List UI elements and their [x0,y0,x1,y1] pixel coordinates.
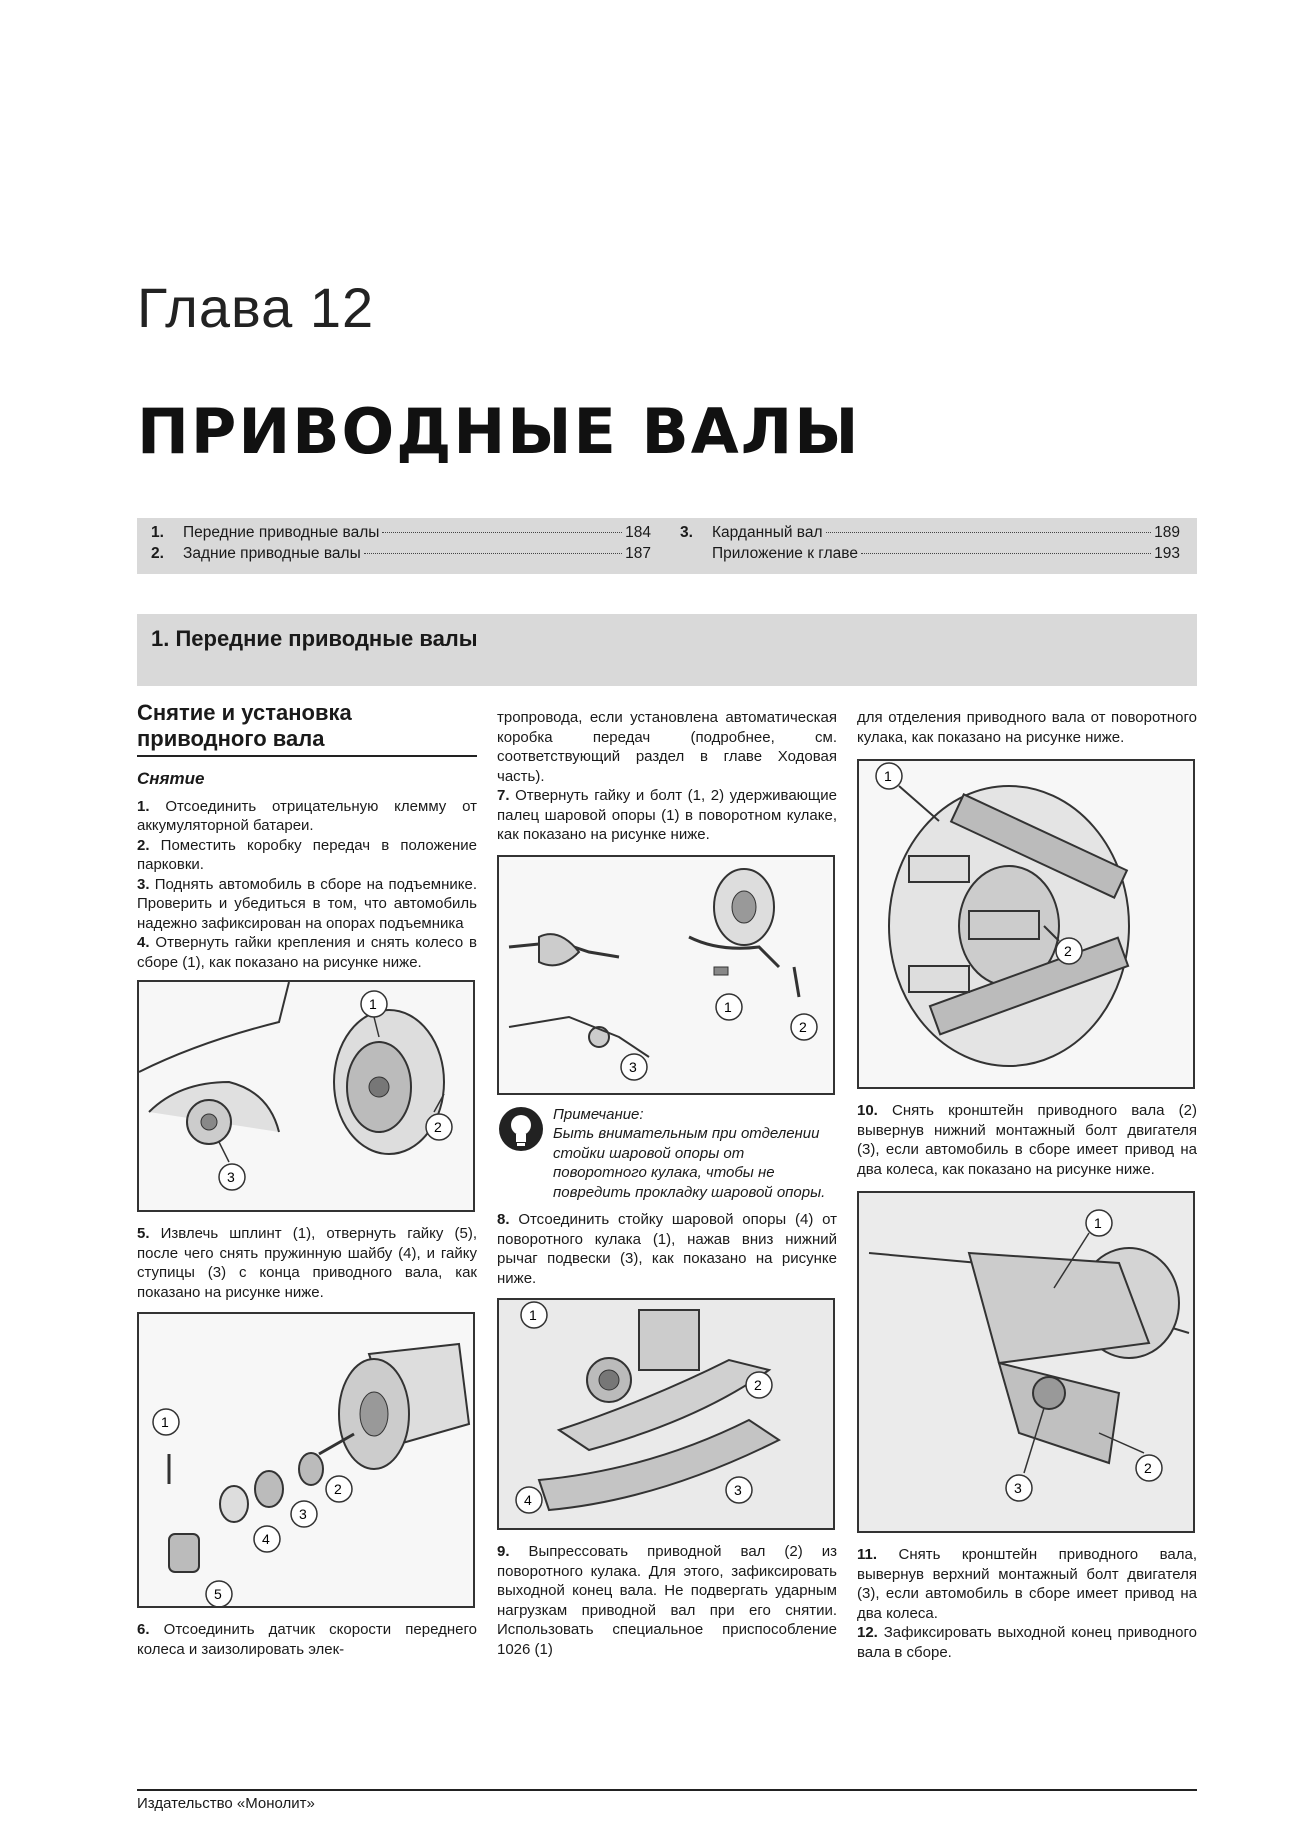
step-4: 4. Отвернуть гайки крепления и снять колесо в сборе (1), как показано на рисунке ниже. [137,934,478,971]
hub-parts-illustration [139,1314,475,1608]
callout-3: 3 [299,1506,307,1522]
chapter-label: Глава 12 [137,276,375,339]
toc-entry-title: Передние приводные валы [183,524,380,541]
callout-2: 2 [1064,943,1072,959]
toc-entry-number: 2. [151,545,164,562]
toc-leader [364,553,622,554]
note-text: Быть внимательным при отделении стойки шаровой опоры от поворотного кулака, чтобы не повредить прокладку шаровой опоры. [553,1125,826,1201]
step-7: 7. Отвернуть гайку и болт (1, 2) удерживающие палец шаровой опоры (1) в поворотном кулаке, как показано на рисунке ниже. [497,787,837,843]
subsection-subheading: Снятие [137,769,205,788]
callout-1: 1 [529,1307,537,1323]
step-3: 3. Поднять автомобиль в сборе на подъемнике. Проверить и убедиться в том, что автомобиль надежно зафиксирован на опорах подъемника [137,875,478,932]
lightbulb-icon [497,1105,545,1153]
toc-leader [861,553,1151,554]
toc-entry-title: Карданный вал [712,524,823,541]
puller-tool-illustration [859,761,1195,1089]
wheel-removal-illustration [139,982,475,1212]
text-column-1 [137,700,477,1659]
step-6: 6. Отсоединить датчик скорости переднего колеса и заизолировать элек- [137,1621,477,1658]
toc-column-left [151,524,651,566]
toc-leader [826,532,1152,533]
callout-1: 1 [369,996,377,1012]
step-8: 8. Отсоединить стойку шаровой опоры (4) от поворотного кулака (1), нажав вниз нижний рычаг подвески (3), как показано на рисунке ниже. [497,1211,838,1287]
callout-3: 3 [734,1482,742,1498]
callout-2: 2 [434,1119,442,1135]
toc-entry-title: Приложение к главе [712,545,858,562]
footer-rule [137,1789,1197,1791]
step-1: 1. Отсоединить отрицательную клемму от аккумуляторной батареи. [137,797,477,834]
figure-shaft-bracket [857,1191,1195,1533]
note-title: Примечание: [553,1105,644,1123]
figure-hub-nut-parts [137,1312,475,1608]
callout-3: 3 [1014,1480,1022,1496]
callout-4: 4 [262,1531,270,1547]
ball-joint-illustration [499,857,835,1095]
toc-entry-number: 1. [151,524,164,541]
step-6-continued: тропровода, если установлена автоматическая коробка передач (подробнее, см. соответствующий раздел в главе Ходовая часть). [497,709,837,785]
toc-entry[interactable] [151,545,651,566]
note-body [553,1105,837,1203]
section-title: 1. Передние приводные валы [151,626,478,651]
callout-2: 2 [334,1481,342,1497]
step-9: 9. Выпрессовать приводной вал (2) из поворотного кулака. Для этого, зафиксировать выходной конец вала. Не подвергать ударным нагрузкам приводной вал при его снятии. Использовать специальное приспособление 1026 (1) [497,1543,837,1658]
table-of-contents [137,518,1197,574]
callout-1: 1 [1094,1215,1102,1231]
toc-entry[interactable] [151,524,651,545]
shaft-bracket-illustration [859,1193,1195,1533]
step-5: 5. Извлечь шплинт (1), отвернуть гайку (5), после чего снять пружинную шайбу (4), и гайку ступицы (3) с конца приводного вала, как показано на рисунке ниже. [137,1225,478,1301]
toc-entry[interactable] [680,545,1180,566]
figure-ball-joint-bolts [497,855,835,1095]
callout-1: 1 [161,1414,169,1430]
figure-wheel-removal [137,980,475,1212]
text-column-2 [497,708,837,1659]
figure-lower-arm [497,1298,835,1530]
footer-publisher: Издательство «Монолит» [137,1795,315,1812]
subsection-heading: Снятие и установка приводного вала [137,700,477,757]
step-2: 2. Поместить коробку передач в положение парковки. [137,836,477,873]
callout-3: 3 [629,1058,637,1075]
toc-entry-number: 3. [680,524,693,541]
toc-entry-page: 184 [625,524,651,541]
callout-3: 3 [227,1169,235,1185]
toc-entry-page: 189 [1154,524,1180,541]
toc-column-right [680,524,1180,566]
figure-puller-tool [857,759,1195,1089]
lower-arm-illustration [499,1300,835,1530]
step-10: 10. Снять кронштейн приводного вала (2) вывернув нижний монтажный болт двигателя (3), если автомобиль в сборе имеет привод на два колеса, как показано на рисунке ниже. [857,1102,1197,1178]
toc-entry[interactable] [680,524,1180,545]
toc-leader [382,532,622,533]
text-column-3 [857,708,1197,1662]
callout-2: 2 [1144,1460,1152,1476]
callout-2: 2 [799,1018,807,1035]
section-header [137,614,1197,686]
chapter-title: ПРИВОДНЫЕ ВАЛЫ [137,395,861,468]
toc-entry-title: Задние приводные валы [183,545,361,562]
callout-4: 4 [524,1492,532,1508]
toc-entry-page: 193 [1154,545,1180,562]
callout-5: 5 [214,1586,222,1602]
toc-entry-page: 187 [625,545,651,562]
callout-2: 2 [754,1377,762,1393]
step-9-continued: для отделения приводного вала от поворотного кулака, как показано на рисунке ниже. [857,709,1197,746]
step-12: 12. Зафиксировать выходной конец приводного вала в сборе. [857,1624,1197,1661]
callout-1: 1 [884,768,892,784]
step-11: 11. Снять кронштейн приводного вала, вывернув верхний монтажный болт двигателя (3), если автомобиль в сборе имеет привод на два колеса. [857,1546,1197,1622]
callout-1: 1 [724,998,732,1015]
note-block [497,1105,837,1203]
